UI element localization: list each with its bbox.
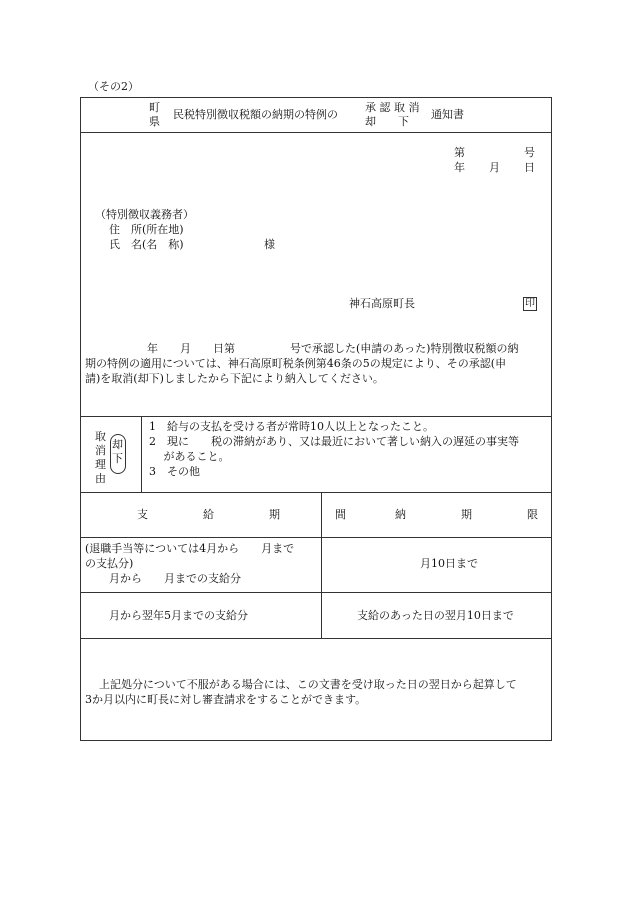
doc-number-go: 号 (524, 146, 535, 159)
form-number: （その2） (88, 80, 139, 93)
notification-form (80, 97, 560, 741)
reasons-label-char: 理 (95, 458, 106, 471)
rejection-label (112, 438, 123, 467)
table-header-divider (81, 537, 551, 538)
row1-period-line-3: 月から 月までの支給分 (109, 572, 241, 585)
reasons-label-divider (141, 416, 142, 492)
reason-item-2: 2 現に 税の滞納があり、又は最近において著しい納入の遅延の事実等 (149, 435, 519, 448)
date-month: 月 (489, 161, 500, 174)
reason-item-2-cont: があること。 (149, 450, 230, 463)
reasons-label-char: 由 (95, 472, 106, 485)
row1-deadline: 月10日まで (420, 557, 478, 570)
header-tax-title: 民税特別徴収税額の納期の特例の (173, 108, 338, 121)
reasons-label (95, 430, 106, 487)
date-year: 年 (454, 161, 465, 174)
table-header-deadline-text: 納 期 限 (395, 508, 560, 521)
recipient-name-label: 氏 名(名 称) (109, 238, 184, 251)
table-header-deadline (395, 508, 560, 523)
appeal-notice-line-1: 上記処分について不服がある場合には、この文書を受け取った日の翌日から起算して (99, 678, 517, 691)
seal-mark: 印 (525, 298, 535, 309)
doc-number-dai: 第 (454, 146, 465, 159)
recipient-address-label: 住 所(所在地) (109, 223, 184, 236)
row2-deadline: 支給のあった日の翌月10日まで (357, 609, 514, 622)
header-approval-revoke: 承 認 取 消 (365, 101, 420, 114)
header-approval-choice (365, 101, 420, 130)
reasons-top-divider (81, 416, 551, 417)
issuer-name: 神石高原町長 (349, 297, 415, 310)
body-line-1: 年 月 日第 号で承認した(申請のあった)特別徴収税額の納 (147, 342, 519, 355)
reason-item-1: 1 給与の支払を受ける者が常時10人以上となったこと。 (149, 420, 434, 433)
row1-period-line-1: (退職手当等については4月から 月まで (85, 542, 295, 555)
row1-period-line-2: の支払分) (85, 557, 134, 570)
table-header-period (137, 508, 368, 523)
header-prefecture-town (149, 101, 160, 130)
table-header-period-text: 支 給 期 間 (137, 508, 368, 521)
reasons-label-char: 取 (95, 430, 106, 443)
header-notice-label: 通知書 (431, 108, 464, 121)
recipient-honorific: 様 (264, 238, 275, 251)
header-prefecture-char: 県 (149, 115, 160, 128)
row2-period: 月から翌年5月までの支給分 (109, 609, 248, 622)
recipient-title: （特別徴収義務者） (95, 208, 194, 221)
table-bottom-divider (81, 638, 551, 639)
header-town-char: 町 (149, 101, 160, 114)
date-day: 日 (524, 161, 535, 174)
reason-item-3: 3 その他 (149, 465, 200, 478)
reasons-label-char: 消 (95, 444, 106, 457)
body-line-3: 請)を取消(却下)しましたから下記により納入してください。 (85, 372, 384, 385)
header-divider (81, 132, 551, 133)
rejection-label-char: 下 (112, 452, 123, 465)
body-line-2: 期の特例の適用については、神石高原町税条例第46条の5の規定により、その承認(申 (85, 357, 507, 370)
header-rejection: 却 下 (365, 115, 409, 128)
rejection-label-char: 却 (112, 438, 123, 451)
table-top-divider (81, 492, 551, 493)
table-row-divider (81, 592, 551, 593)
appeal-notice-line-2: 3か月以内に町長に対し審査請求をすることができます。 (85, 693, 367, 706)
